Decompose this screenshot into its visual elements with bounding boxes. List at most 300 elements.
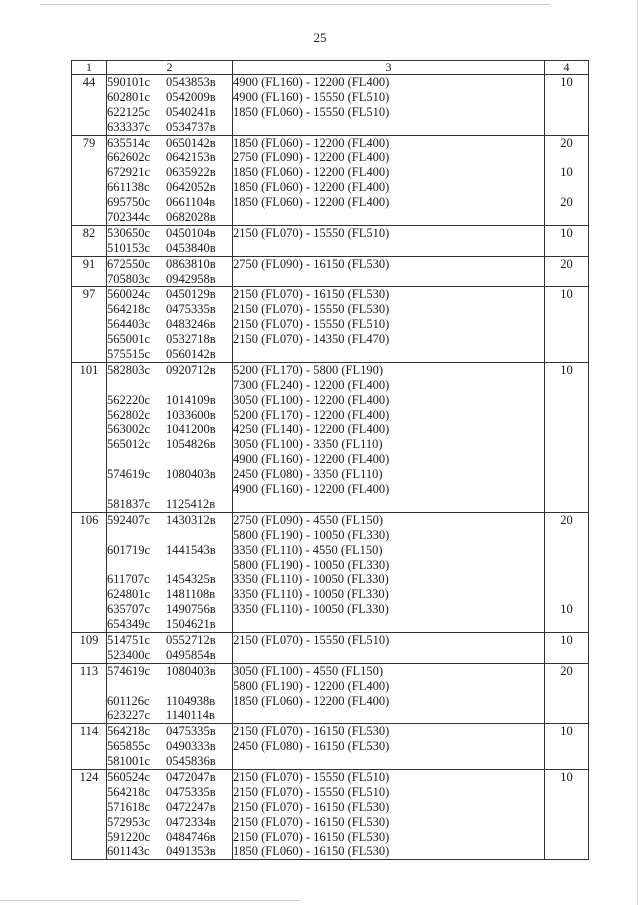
coordinate-line [107, 528, 232, 543]
altitude-range: 2450 (FL080) - 3350 (FL110) [233, 467, 383, 482]
latitude-value: 530650с [107, 225, 151, 240]
latitude-value: 510153с [107, 240, 151, 255]
coordinate-line [107, 648, 232, 663]
altitude-cell [233, 225, 545, 256]
altitude-range: 4250 (FL140) - 12200 (FL400) [233, 422, 390, 437]
altitude-range: 3050 (FL100) - 3350 (FL110) [233, 437, 383, 452]
coordinate-line [107, 210, 232, 225]
altitude-cell [233, 75, 545, 136]
row-number: 114 [79, 724, 99, 739]
row-number-cell [72, 135, 107, 225]
value-entry [545, 332, 588, 347]
altitude-range: 2150 (FL070) - 14350 (FL470) [233, 332, 390, 347]
latitude-value: 562802с [107, 407, 151, 422]
longitude-value: 0942958в [166, 271, 216, 286]
coordinate-line [107, 195, 232, 210]
coordinate-line [107, 241, 232, 256]
coordinate-line [107, 136, 232, 151]
altitude-range [233, 754, 544, 769]
value-entry: 10 [560, 225, 573, 240]
coordinate-line [107, 844, 232, 859]
coordinate-line [107, 408, 232, 423]
latitude-value: 702344с [107, 210, 151, 225]
latitude-value: 562220с [107, 392, 151, 407]
coordinates-cell [107, 724, 233, 770]
coordinate-line [107, 739, 232, 754]
value-entry: 10 [560, 362, 573, 377]
value-entry [545, 378, 588, 393]
latitude-value: 672921с [107, 165, 151, 180]
altitude-range: 1850 (FL060) - 12200 (FL400) [233, 165, 390, 180]
latitude-value: 565012с [107, 437, 151, 452]
coordinates-cell [107, 663, 233, 724]
value-cell [545, 75, 589, 136]
row-number: 106 [79, 512, 99, 527]
value-entry [545, 528, 588, 543]
value-entry: 20 [560, 663, 573, 678]
longitude-value: 0472334в [166, 814, 216, 829]
longitude-value: 0453840в [166, 240, 216, 255]
altitude-range: 4900 (FL160) - 15550 (FL510) [233, 89, 390, 104]
altitude-range: 2150 (FL070) - 16150 (FL530) [233, 724, 390, 739]
coordinate-line [107, 633, 232, 648]
latitude-value: 601719с [107, 542, 151, 557]
coordinate-line [107, 422, 232, 437]
longitude-value: 1080403в [166, 467, 216, 482]
latitude-value: 560024с [107, 287, 151, 302]
altitude-range: 2750 (FL090) - 16150 (FL530) [233, 256, 390, 271]
value-entry [545, 679, 588, 694]
latitude-value: 523400с [107, 647, 151, 662]
altitude-range [233, 272, 544, 287]
longitude-value: 0650142в [166, 135, 216, 150]
coordinate-line [107, 754, 232, 769]
value-entry: 10 [560, 287, 573, 302]
row-number-cell [72, 512, 107, 632]
value-entry [545, 497, 588, 512]
altitude-range: 2150 (FL070) - 15550 (FL510) [233, 225, 390, 240]
latitude-value: 581001с [107, 754, 151, 769]
value-entry [545, 708, 588, 723]
coordinates-cell [107, 75, 233, 136]
altitude-range: 2150 (FL070) - 15550 (FL510) [233, 784, 390, 799]
longitude-value: 0920712в [166, 362, 216, 377]
latitude-value: 635707с [107, 602, 151, 617]
coordinate-line [107, 105, 232, 120]
value-cell [545, 256, 589, 287]
value-cell [545, 724, 589, 770]
value-entry [545, 90, 588, 105]
coordinate-line [107, 830, 232, 845]
coordinate-line [107, 120, 232, 135]
value-entry [545, 393, 588, 408]
longitude-value: 1033600в [166, 407, 216, 422]
longitude-value: 1080403в [166, 663, 216, 678]
value-entry [545, 558, 588, 573]
longitude-value: 0540241в [166, 104, 216, 119]
altitude-range: 3350 (FL110) - 4550 (FL150) [233, 542, 383, 557]
altitude-cell [233, 135, 545, 225]
value-entry: 20 [560, 195, 573, 210]
latitude-value: 591220с [107, 829, 151, 844]
value-entry: 10 [560, 75, 573, 89]
altitude-range: 5200 (FL170) - 5800 (FL190) [233, 362, 383, 377]
altitude-cell [233, 769, 545, 859]
coordinate-line [107, 513, 232, 528]
coordinate-line [107, 694, 232, 709]
row-number: 97 [82, 287, 96, 302]
longitude-value: 0682028в [166, 210, 216, 225]
coordinate-line [107, 587, 232, 602]
latitude-value: 654349с [107, 617, 151, 632]
altitude-range: 1850 (FL060) - 12200 (FL400) [233, 195, 390, 210]
longitude-value: 0534737в [166, 119, 216, 134]
coordinates-cell [107, 287, 233, 362]
altitude-range: 2150 (FL070) - 16150 (FL530) [233, 799, 390, 814]
coordinates-cell [107, 512, 233, 632]
longitude-value: 1014109в [166, 392, 216, 407]
altitude-range: 2150 (FL070) - 15550 (FL510) [233, 317, 390, 332]
value-cell [545, 287, 589, 362]
value-entry: 20 [560, 256, 573, 271]
latitude-value: 563002с [107, 422, 151, 437]
row-number-cell [72, 256, 107, 287]
longitude-value: 1490756в [166, 602, 216, 617]
value-entry [545, 105, 588, 120]
altitude-range: 2450 (FL080) - 16150 (FL530) [233, 739, 390, 754]
latitude-value: 574619с [107, 467, 151, 482]
altitude-range: 5800 (FL190) - 10050 (FL330) [233, 557, 390, 572]
latitude-value: 582803с [107, 362, 151, 377]
latitude-value: 623227с [107, 708, 151, 723]
value-entry [545, 422, 588, 437]
altitude-range: 2150 (FL070) - 16150 (FL530) [233, 814, 390, 829]
altitude-range: 1850 (FL060) - 12200 (FL400) [233, 693, 390, 708]
longitude-value: 0642052в [166, 180, 216, 195]
altitude-cell [233, 362, 545, 512]
value-cell [545, 632, 589, 663]
coordinate-line [107, 708, 232, 723]
value-entry [545, 302, 588, 317]
latitude-value: 633337с [107, 119, 151, 134]
header-col-2: 2 [107, 61, 233, 75]
altitude-range: 2150 (FL070) - 15550 (FL510) [233, 769, 390, 784]
coordinate-line [107, 572, 232, 587]
table-row [72, 75, 589, 136]
longitude-value: 1140114в [166, 708, 215, 723]
longitude-value: 1454325в [166, 572, 216, 587]
row-number-cell [72, 287, 107, 362]
coordinate-line [107, 785, 232, 800]
longitude-value: 1441543в [166, 542, 216, 557]
value-entry: 10 [560, 724, 573, 739]
row-number: 82 [82, 225, 96, 240]
longitude-value: 0484746в [166, 829, 216, 844]
value-entry [545, 648, 588, 663]
latitude-value: 564218с [107, 724, 151, 739]
row-number-cell [72, 75, 107, 136]
header-col-3: 3 [233, 61, 545, 75]
table-row [72, 663, 589, 724]
table-row [72, 256, 589, 287]
value-entry [545, 830, 588, 845]
row-number-cell [72, 632, 107, 663]
longitude-value: 1041200в [166, 422, 216, 437]
coordinates-cell [107, 256, 233, 287]
value-entry [545, 482, 588, 497]
longitude-value: 0475335в [166, 784, 216, 799]
table-row [72, 512, 589, 632]
value-entry [545, 844, 588, 859]
table-row [72, 769, 589, 859]
altitude-range: 1850 (FL060) - 16150 (FL530) [233, 844, 390, 859]
latitude-value: 514751с [107, 632, 151, 647]
value-entry [545, 437, 588, 452]
row-number: 113 [79, 663, 99, 678]
value-entry [545, 272, 588, 287]
latitude-value: 635514с [107, 135, 151, 150]
row-number: 79 [82, 135, 96, 150]
value-entry [545, 180, 588, 195]
latitude-value: 592407с [107, 512, 151, 527]
table-row [72, 225, 589, 256]
header-col-1: 1 [72, 61, 107, 75]
coordinate-line [107, 467, 232, 482]
bottom-edge-line [0, 900, 300, 901]
longitude-value: 0560142в [166, 347, 216, 362]
row-number: 109 [79, 632, 99, 647]
altitude-range [233, 708, 544, 723]
longitude-value: 0491353в [166, 844, 216, 859]
row-number-cell [72, 663, 107, 724]
value-entry: 10 [560, 769, 573, 784]
latitude-value: 565001с [107, 332, 151, 347]
altitude-range: 2150 (FL070) - 15550 (FL510) [233, 632, 390, 647]
value-entry: 20 [560, 512, 573, 527]
value-entry [545, 210, 588, 225]
latitude-value: 695750с [107, 195, 151, 210]
row-number-cell [72, 724, 107, 770]
longitude-value: 1054826в [166, 437, 216, 452]
coordinate-line [107, 272, 232, 287]
altitude-range [233, 210, 544, 225]
table-row [72, 632, 589, 663]
table-row [72, 135, 589, 225]
coordinates-cell [107, 225, 233, 256]
latitude-value: 611707с [107, 572, 150, 587]
coordinate-line [107, 165, 232, 180]
longitude-value: 0472047в [166, 769, 216, 784]
longitude-value: 0450104в [166, 225, 216, 240]
coordinate-line [107, 393, 232, 408]
altitude-range: 3050 (FL100) - 12200 (FL400) [233, 392, 390, 407]
latitude-value: 575515с [107, 347, 151, 362]
value-entry: 10 [560, 602, 573, 617]
coordinate-line [107, 617, 232, 632]
value-entry: 10 [560, 165, 573, 180]
coordinate-line [107, 75, 232, 90]
altitude-range: 4900 (FL160) - 12200 (FL400) [233, 452, 390, 467]
latitude-value: 622125с [107, 104, 151, 119]
altitude-range: 1850 (FL060) - 15550 (FL510) [233, 104, 390, 119]
latitude-value: 601126с [107, 693, 150, 708]
coordinate-line [107, 150, 232, 165]
coordinate-line [107, 180, 232, 195]
latitude-value: 572953с [107, 814, 151, 829]
row-number-cell [72, 769, 107, 859]
altitude-cell [233, 724, 545, 770]
latitude-value: 705803с [107, 271, 151, 286]
longitude-value: 0545836в [166, 754, 216, 769]
coordinates-cell [107, 632, 233, 663]
value-entry [545, 815, 588, 830]
zone-table [71, 60, 589, 860]
coordinate-line [107, 770, 232, 785]
row-number: 101 [79, 362, 99, 377]
altitude-range [233, 347, 544, 362]
longitude-value: 0490333в [166, 739, 216, 754]
latitude-value: 602801с [107, 89, 151, 104]
value-entry [545, 739, 588, 754]
value-entry [545, 587, 588, 602]
longitude-value: 1125412в [166, 496, 216, 511]
altitude-range: 4900 (FL160) - 12200 (FL400) [233, 75, 390, 89]
longitude-value: 0635922в [166, 165, 216, 180]
latitude-value: 565855с [107, 739, 151, 754]
longitude-value: 0543853в [166, 75, 216, 89]
longitude-value: 0475335в [166, 302, 216, 317]
latitude-value: 662602с [107, 150, 151, 165]
altitude-cell [233, 512, 545, 632]
longitude-value: 0532718в [166, 332, 216, 347]
value-cell [545, 512, 589, 632]
longitude-value: 0472247в [166, 799, 216, 814]
altitude-range: 7300 (FL240) - 12200 (FL400) [233, 377, 390, 392]
altitude-range [233, 617, 544, 632]
value-entry [545, 785, 588, 800]
longitude-value: 1481108в [166, 587, 216, 602]
value-entry: 10 [560, 632, 573, 647]
altitude-range: 5800 (FL190) - 12200 (FL400) [233, 678, 390, 693]
value-cell [545, 769, 589, 859]
value-entry [545, 408, 588, 423]
coordinate-line [107, 302, 232, 317]
top-edge-line [40, 4, 550, 5]
altitude-range: 2150 (FL070) - 15550 (FL530) [233, 302, 390, 317]
latitude-value: 581837с [107, 496, 151, 511]
altitude-range: 1850 (FL060) - 12200 (FL400) [233, 180, 390, 195]
longitude-value: 0450129в [166, 287, 216, 302]
coordinate-line [107, 602, 232, 617]
value-cell [545, 362, 589, 512]
altitude-range [233, 241, 544, 256]
longitude-value: 1504621в [166, 617, 216, 632]
value-entry [545, 754, 588, 769]
coordinate-line [107, 363, 232, 378]
longitude-value: 0495854в [166, 647, 216, 662]
altitude-range [233, 648, 544, 663]
table-row [72, 362, 589, 512]
altitude-range: 2750 (FL090) - 4550 (FL150) [233, 512, 383, 527]
page-number: 25 [313, 30, 327, 45]
coordinates-cell [107, 769, 233, 859]
value-entry [545, 317, 588, 332]
longitude-value: 0483246в [166, 317, 216, 332]
value-entry [545, 452, 588, 467]
value-entry [545, 800, 588, 815]
value-entry [545, 150, 588, 165]
altitude-cell [233, 632, 545, 663]
altitude-range: 5200 (FL170) - 12200 (FL400) [233, 407, 390, 422]
row-number: 44 [82, 75, 96, 89]
altitude-range [233, 120, 544, 135]
coordinate-line [107, 482, 232, 497]
coordinate-line [107, 724, 232, 739]
longitude-value: 0475335в [166, 724, 216, 739]
altitude-cell [233, 256, 545, 287]
coordinate-line [107, 347, 232, 362]
coordinate-line [107, 90, 232, 105]
latitude-value: 590101с [107, 75, 151, 89]
coordinate-line [107, 800, 232, 815]
altitude-range: 2750 (FL090) - 12200 (FL400) [233, 150, 390, 165]
altitude-range: 2150 (FL070) - 16150 (FL530) [233, 287, 390, 302]
altitude-range: 3050 (FL100) - 4550 (FL150) [233, 663, 383, 678]
row-number: 91 [82, 256, 96, 271]
altitude-range: 5800 (FL190) - 10050 (FL330) [233, 527, 390, 542]
coordinates-cell [107, 135, 233, 225]
coordinate-line [107, 497, 232, 512]
longitude-value: 0542009в [166, 89, 216, 104]
coordinate-line [107, 257, 232, 272]
coordinate-line [107, 332, 232, 347]
latitude-value: 601143с [107, 844, 150, 859]
longitude-value: 0863810в [166, 256, 216, 271]
value-entry [545, 617, 588, 632]
latitude-value: 564403с [107, 317, 151, 332]
altitude-cell [233, 663, 545, 724]
table-row [72, 287, 589, 362]
value-entry [545, 347, 588, 362]
row-number-cell [72, 362, 107, 512]
coordinate-line [107, 664, 232, 679]
table-body [72, 75, 589, 860]
latitude-value: 571618с [107, 799, 151, 814]
value-entry: 20 [560, 135, 573, 150]
value-entry [545, 120, 588, 135]
value-entry [545, 572, 588, 587]
value-cell [545, 135, 589, 225]
longitude-value: 1430312в [166, 512, 216, 527]
value-cell [545, 663, 589, 724]
latitude-value: 574619с [107, 663, 151, 678]
altitude-range: 4900 (FL160) - 12200 (FL400) [233, 482, 390, 497]
header-row [72, 61, 589, 75]
coordinate-line [107, 558, 232, 573]
longitude-value: 0642153в [166, 150, 216, 165]
altitude-cell [233, 287, 545, 362]
coordinate-line [107, 679, 232, 694]
header-col-4: 4 [545, 61, 589, 75]
altitude-range [233, 497, 544, 512]
coordinates-cell [107, 362, 233, 512]
table-row [72, 724, 589, 770]
longitude-value: 0661104в [166, 195, 216, 210]
longitude-value: 1104938в [166, 693, 216, 708]
altitude-range: 3350 (FL110) - 10050 (FL330) [233, 572, 389, 587]
value-entry [545, 694, 588, 709]
right-edge-line [637, 0, 638, 905]
